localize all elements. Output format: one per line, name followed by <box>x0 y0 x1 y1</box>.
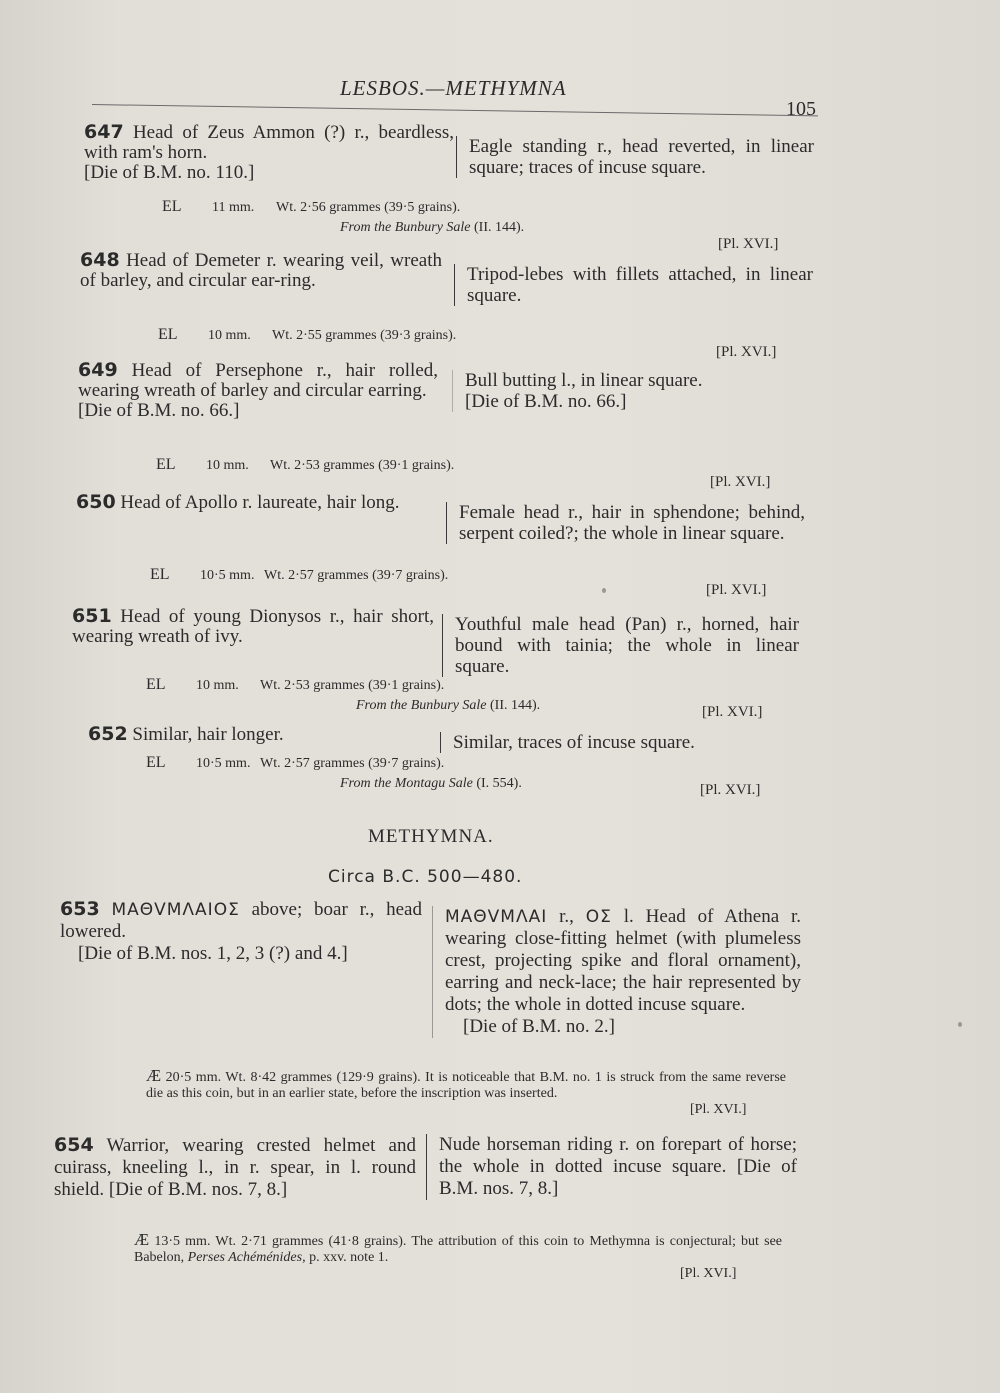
metal: EL <box>146 754 166 771</box>
diameter: 10 mm. <box>196 678 239 693</box>
entry-654-note <box>134 1232 782 1266</box>
entry-647-reverse <box>456 136 814 178</box>
note-title: Perses Achéménides, <box>187 1250 306 1265</box>
obverse-description: Head of Zeus Ammon (?) r., beardless, with ram's horn. <box>84 122 455 163</box>
entry-647-provenance <box>340 220 524 236</box>
entry-649-reverse <box>452 370 795 412</box>
section-title: METHYMNA. <box>368 826 494 847</box>
reverse-description: l. Head of Athena r. wearing close-fitting helmet (with plumeless crest, projecting spike and floral ornament), earring and neck-lace; the hair represented by dots; the whole in dotted incuse square. <box>445 906 802 1015</box>
entry-652-plate: [Pl. XVI.] <box>700 782 761 798</box>
diameter: 10 mm. <box>208 328 251 343</box>
note-text: 13·5 mm. Wt. 2·71 grammes (41·8 grains). The attribution of this coin to Methymna is conjectural; but see Babelon, <box>134 1234 782 1265</box>
entry-number: 650 <box>76 491 116 513</box>
reverse-description: Nude horseman riding r. on forepart of horse; the whole in dotted incuse square. [Die of B.M. nos. 7, 8.] <box>439 1134 797 1199</box>
entry-653-note <box>146 1068 786 1102</box>
obverse-description: Head of young Dionysos r., hair short, wearing wreath of ivy. <box>72 606 434 647</box>
reverse-legend: ΟΣ <box>585 907 612 927</box>
entry-654-obverse <box>54 1134 416 1201</box>
entry-652-obverse <box>88 724 428 745</box>
obverse-description: above; boar r., head lowered. <box>60 899 422 942</box>
reverse-die: [Die of B.M. no. 66.] <box>465 391 627 412</box>
entry-651-provenance <box>356 698 540 714</box>
obverse-description: Warrior, wearing crested helmet and cuirass, kneeling l., in r. spear, in l. round shield. [Die of B.M. nos. 7, 8.] <box>54 1135 416 1200</box>
entry-653-obverse <box>60 898 422 965</box>
obverse-legend: ΜΑΘVΜΛΑΙΟΣ <box>111 900 240 920</box>
obverse-description: Head of Persephone r., hair rolled, wearing wreath of barley and circular earring. <box>78 360 438 401</box>
entry-650-plate: [Pl. XVI.] <box>706 582 767 598</box>
reverse-legend: ΜΑΘVΜΛΑΙ <box>445 907 548 927</box>
entry-652-reverse <box>440 732 783 753</box>
metal: EL <box>158 326 178 343</box>
metal: Æ <box>146 1066 162 1085</box>
diameter: 10 mm. <box>206 458 249 473</box>
weight: Wt. 2·57 grammes (39·7 grains). <box>264 568 449 583</box>
obverse-die: [Die of B.M. nos. 1, 2, 3 (?) and 4.] <box>78 943 348 964</box>
date-heading: Circa B.C. 500—480. <box>328 867 523 887</box>
provenance-ref: (II. 144). <box>474 220 525 235</box>
page-number: 105 <box>786 98 816 120</box>
weight: Wt. 2·55 grammes (39·3 grains). <box>272 328 457 343</box>
provenance-ref: (I. 554). <box>476 776 522 791</box>
paper-speck <box>602 588 606 593</box>
provenance-ref: (II. 144). <box>490 698 541 713</box>
entry-649-metadata <box>156 456 454 474</box>
reverse-die: [Die of B.M. no. 2.] <box>463 1016 615 1037</box>
obverse-die: [Die of B.M. no. 66.] <box>78 400 240 421</box>
note-text: 20·5 mm. Wt. 8·42 grammes (129·9 grains). It is noticeable that B.M. no. 1 is struck from the same reverse die as this coin, but in an earlier state, before the inscription was inserted. <box>146 1070 787 1101</box>
entry-number: 648 <box>80 249 120 271</box>
entry-654-plate: [Pl. XVI.] <box>680 1266 737 1281</box>
entry-number: 652 <box>88 723 128 745</box>
entry-number: 651 <box>72 605 112 627</box>
entry-647-obverse <box>84 122 454 183</box>
header-rule <box>92 104 818 116</box>
entry-653-reverse <box>432 906 801 1038</box>
entry-652-metadata <box>146 754 444 772</box>
metal: Æ <box>134 1230 150 1249</box>
entry-647-plate: [Pl. XVI.] <box>718 236 779 252</box>
entry-648-obverse <box>80 250 442 291</box>
diameter: 11 mm. <box>212 200 255 215</box>
obverse-description: Similar, hair longer. <box>132 724 284 745</box>
entry-651-metadata <box>146 676 444 694</box>
entry-653-plate: [Pl. XVI.] <box>690 1102 747 1117</box>
reverse-description: Similar, traces of incuse square. <box>453 732 695 753</box>
entry-649-obverse <box>78 360 438 421</box>
entry-650-metadata <box>150 566 448 584</box>
entry-648-metadata <box>158 326 456 344</box>
diameter: 10·5 mm. <box>196 756 251 771</box>
running-head: LESBOS.—METHYMNA <box>340 76 567 100</box>
entry-652-provenance <box>340 776 522 792</box>
entry-651-obverse <box>72 606 434 647</box>
metal: EL <box>162 198 182 215</box>
entry-649-plate: [Pl. XVI.] <box>710 474 771 490</box>
provenance-sale: From the Bunbury Sale <box>340 220 471 235</box>
entry-650-obverse <box>76 492 438 513</box>
provenance-sale: From the Montagu Sale <box>340 776 473 791</box>
obverse-description: Head of Demeter r. wearing veil, wreath of barley, and circular ear-ring. <box>80 250 442 291</box>
entry-number: 653 <box>60 898 100 920</box>
weight: Wt. 2·56 grammes (39·5 grains). <box>276 200 461 215</box>
metal: EL <box>146 676 166 693</box>
entry-number: 649 <box>78 359 118 381</box>
diameter: 10·5 mm. <box>200 568 255 583</box>
entry-648-plate: [Pl. XVI.] <box>716 344 777 360</box>
entry-648-reverse <box>454 264 813 306</box>
reverse-legend-direction: r., <box>559 906 574 927</box>
entry-number: 654 <box>54 1134 94 1156</box>
metal: EL <box>156 456 176 473</box>
entry-651-plate: [Pl. XVI.] <box>702 704 763 720</box>
reverse-description: Youthful male head (Pan) r., horned, hair bound with tainia; the whole in linear square. <box>455 614 799 677</box>
provenance-sale: From the Bunbury Sale <box>356 698 487 713</box>
entry-number: 647 <box>84 121 124 143</box>
entry-650-reverse <box>446 502 805 544</box>
obverse-die: [Die of B.M. no. 110.] <box>84 162 255 183</box>
entry-654-reverse <box>426 1134 797 1200</box>
weight: Wt. 2·53 grammes (39·1 grains). <box>260 678 445 693</box>
reverse-description: Eagle standing r., head reverted, in linear square; traces of incuse square. <box>469 136 814 178</box>
note-text-end: p. xxv. note 1. <box>309 1250 389 1265</box>
entry-651-reverse <box>442 614 799 677</box>
paper-speck <box>958 1022 962 1027</box>
weight: Wt. 2·53 grammes (39·1 grains). <box>270 458 455 473</box>
entry-647-metadata <box>162 198 460 216</box>
obverse-description: Head of Apollo r. laureate, hair long. <box>120 492 400 513</box>
metal: EL <box>150 566 170 583</box>
reverse-description: Tripod-lebes with fillets attached, in linear square. <box>467 264 813 306</box>
reverse-description: Bull butting l., in linear square. <box>465 370 703 391</box>
reverse-description: Female head r., hair in sphendone; behind, serpent coiled?; the whole in linear square. <box>459 502 805 544</box>
weight: Wt. 2·57 grammes (39·7 grains). <box>260 756 445 771</box>
